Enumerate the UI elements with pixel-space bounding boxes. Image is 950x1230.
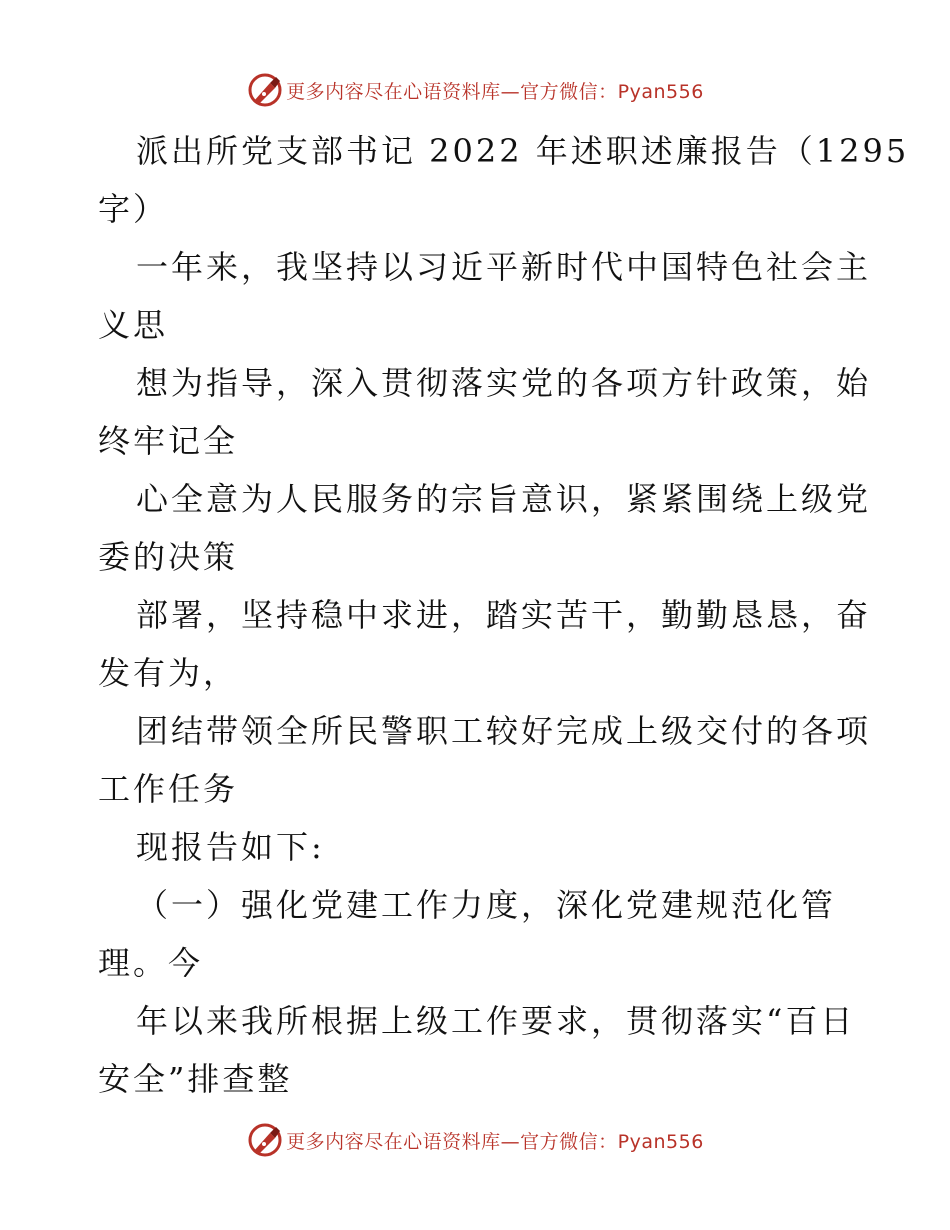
banner-text: 更多内容尽在心语资料库—官方微信：Pyan556 xyxy=(286,80,704,103)
section-heading-line: （一）强化党建工作力度，深化党建规范化管 xyxy=(136,886,837,924)
logo-icon xyxy=(246,71,284,109)
paragraph-line: 终牢记全 xyxy=(98,422,239,460)
paragraph-line: 义思 xyxy=(98,306,169,344)
paragraph-line: 发有为， xyxy=(98,654,239,692)
banner-text: 更多内容尽在心语资料库—官方微信：Pyan556 xyxy=(286,1130,704,1153)
logo-icon xyxy=(246,1121,284,1159)
paragraph-line: 委的决策 xyxy=(98,538,239,576)
footer-banner xyxy=(0,1120,950,1160)
document-title-line-2: 字） xyxy=(98,190,169,228)
paragraph-line: 想为指导，深入贯彻落实党的各项方针政策，始 xyxy=(136,364,872,402)
paragraph-line: 工作任务 xyxy=(98,770,239,808)
document-title-line-1: 派出所党支部书记 2022 年述职述廉报告（1295 xyxy=(136,132,910,170)
paragraph-line: 心全意为人民服务的宗旨意识，紧紧围绕上级党 xyxy=(136,480,872,518)
header-banner xyxy=(0,70,950,110)
paragraph-line: 年以来我所根据上级工作要求，贯彻落实“百日 xyxy=(136,1002,856,1040)
paragraph-line: 一年来，我坚持以习近平新时代中国特色社会主 xyxy=(136,248,872,286)
section-heading-line: 理。今 xyxy=(98,944,204,982)
paragraph-line: 部署，坚持稳中求进，踏实苦干，勤勤恳恳，奋 xyxy=(136,596,872,634)
document-body xyxy=(98,122,910,1108)
paragraph-line: 团结带领全所民警职工较好完成上级交付的各项 xyxy=(136,712,872,750)
paragraph-line: 现报告如下: xyxy=(136,828,325,866)
paragraph-line: 安全”排查整 xyxy=(98,1060,293,1098)
